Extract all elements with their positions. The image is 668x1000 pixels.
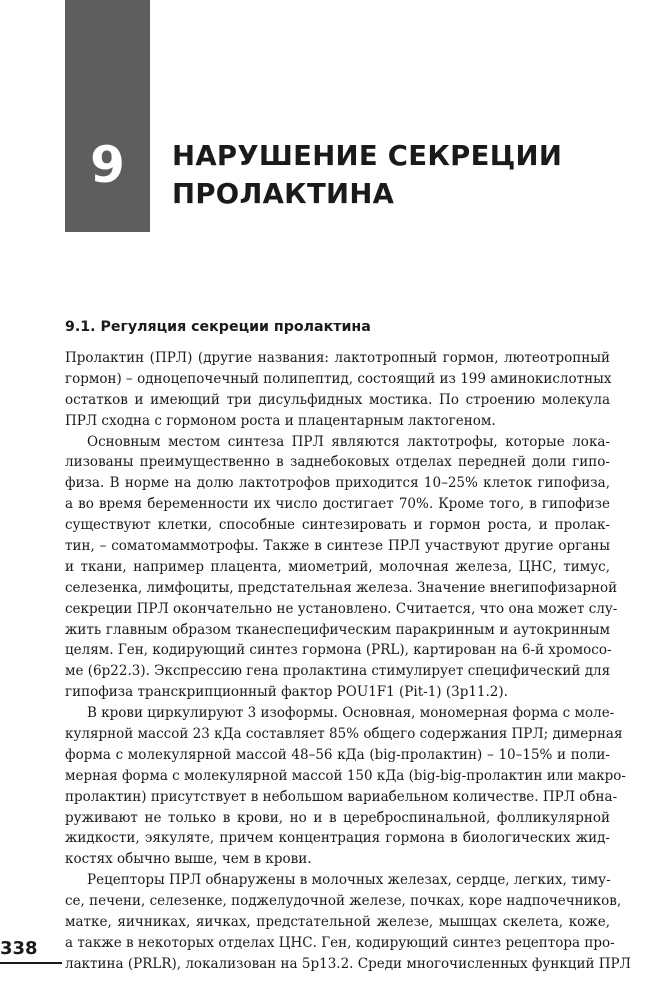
paragraph-line: гормон) – одноцепочечный полипептид, состоящий из 199 аминокислотных: [65, 370, 612, 387]
paragraph-line: существуют клетки, способные синтезировать и гормон роста, и пролак-: [65, 517, 610, 534]
paragraph-line: Рецепторы ПРЛ обнаружены в молочных железах, сердце, легких, тиму-: [87, 872, 611, 889]
chapter-title-line: ПРОЛАКТИНА: [172, 178, 395, 210]
chapter-title-line: НАРУШЕНИЕ СЕКРЕЦИИ: [172, 140, 563, 172]
paragraph-line: се, печени, селезенке, поджелудочной железе, почках, коре надпочечников,: [65, 893, 622, 910]
chapter-number: 9: [90, 136, 125, 194]
paragraph-line: кулярной массой 23 кДа составляет 85% общего содержания ПРЛ; димерная: [65, 726, 623, 743]
paragraph-line: форма с молекулярной массой 48–56 кДа (big-пролактин) – 10–15% и поли-: [65, 746, 610, 763]
page-number: 338: [0, 938, 38, 959]
chapter-title: [172, 137, 632, 213]
paragraph-line: физа. В норме на долю лактотрофов приходится 10–25% клеток гипофиза,: [65, 475, 610, 492]
paragraph-line: тин, – соматомаммотрофы. Также в синтезе ПРЛ участвуют другие органы: [65, 538, 610, 555]
chapter-number-block: [65, 0, 150, 232]
paragraph-line: пролактин) присутствует в небольшом вариабельном количестве. ПРЛ обна-: [65, 788, 618, 805]
paragraph-line: селезенка, лимфоциты, предстательная железа. Значение внегипофизарной: [65, 579, 618, 596]
paragraph-line: матке, яичниках, яичках, предстательной железе, мышцах скелета, коже,: [65, 914, 610, 931]
paragraph-line: В крови циркулируют 3 изоформы. Основная, мономерная форма с моле-: [87, 705, 615, 722]
paragraph-line: лизованы преимущественно в заднебоковых отделах передней доли гипо-: [65, 454, 610, 471]
paragraph-line: а также в некоторых отделах ЦНС. Ген, кодирующий синтез рецептора про-: [65, 934, 615, 951]
paragraph-line: гипофиза транскрипционный фактор POU1F1 (Pit-1) (3p11.2).: [65, 684, 508, 701]
paragraph-line: ме (6p22.3). Экспрессию гена пролактина стимулирует специфический для: [65, 663, 611, 680]
paragraph-line: секреции ПРЛ окончательно не установлено. Считается, что она может слу-: [65, 600, 618, 617]
paragraph-line: костях обычно выше, чем в крови.: [65, 851, 312, 868]
paragraph-line: и ткани, например плацента, миометрий, молочная железа, ЦНС, тимус,: [65, 558, 610, 575]
paragraph-line: мерная форма с молекулярной массой 150 кДа (big-big-пролактин или макро-: [65, 767, 626, 784]
page-number-rule: [0, 962, 62, 964]
paragraph-line: жидкости, эякуляте, причем концентрация гормона в биологических жид-: [65, 830, 610, 847]
paragraph-line: жить главным образом тканеспецифическим паракринным и аутокринным: [65, 621, 610, 638]
paragraph-line: Пролактин (ПРЛ) (другие названия: лактотропный гормон, лютеотропный: [65, 350, 610, 366]
paragraph-line: руживают не только в крови, но и в цереброспинальной, фолликулярной: [65, 809, 610, 826]
paragraph-line: остатков и имеющий три дисульфидных мостика. По строению молекула: [65, 391, 610, 408]
paragraph-line: а во время беременности их число достигает 70%. Кроме того, в гипофизе: [65, 496, 610, 513]
paragraph-line: Основным местом синтеза ПРЛ являются лактотрофы, которые лока-: [87, 433, 610, 450]
paragraph-line: лактина (PRLR), локализован на 5p13.2. Среди многочисленных функций ПРЛ: [65, 955, 631, 972]
paragraph-line: ПРЛ сходна с гормоном роста и плацентарным лактогеном.: [65, 412, 496, 429]
body-text: [65, 348, 631, 975]
section-heading: 9.1. Регуляция секреции пролактина: [65, 319, 371, 335]
paragraph-line: целям. Ген, кодирующий синтез гормона (PRL), картирован на 6-й хромосо-: [65, 642, 612, 659]
